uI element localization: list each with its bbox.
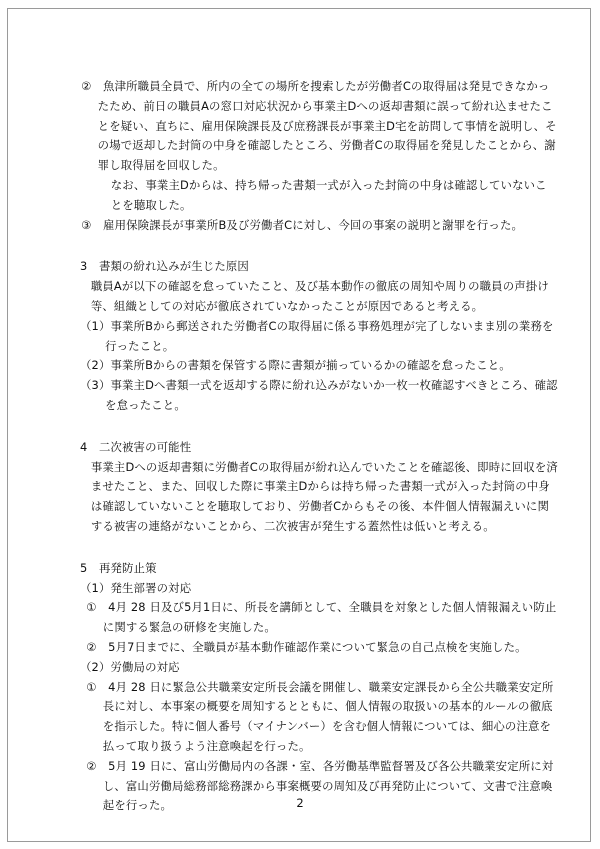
- section-5-sub-2-item-2: ② 5月 19 日に、富山労働局内の各課・室、各労働基準監督署及び各公共職業安定所に対し、富山労働局総務部総務課から事案概要の周知及び再発防止について、文書で注意喚起を行った。: [86, 758, 554, 813]
- spacer: [80, 235, 558, 257]
- section-3-item-3: （3）事業主Dへ書類一式を返却する際に紛れ込みがないか一枚一枚確認すべきところ、確認を怠ったこと。: [80, 378, 558, 412]
- section-5-sub-1-item-2: ② 5月7日までに、全職員が基本動作確認作業について緊急の自己点検を実施した。: [86, 639, 527, 654]
- section-5-sub-1-title: （1）発生部署の対応: [80, 580, 192, 595]
- section-4-title: 4 二次被害の可能性: [80, 439, 192, 454]
- document-body: [80, 77, 558, 816]
- document-page: [7, 8, 591, 842]
- spacer: [80, 537, 558, 559]
- section-3-body: 職員Aが以下の確認を怠っていたこと、及び基本動作の徹底の周知や周りの職員の声掛け等、組織としての対応が徹底されていなかったことが原因であると考える。: [90, 279, 549, 313]
- intro-item-2: ② 魚津所職員全員で、所内の全ての場所を捜索したが労働者Cの取得届は発見できなかったため、前日の職員Aの窓口対応状況から事業主Dへの返却書類に誤って紛れ込ませたことを疑い、直ちに、雇用保険課長及び庶務課長が事業主D宅を訪問して事情を説明し、その場で返却した封筒の中身を確認したところ、労働者Cの取得届を発見したことから、謝罪し取得届を回収した。: [81, 79, 557, 173]
- spacer: [80, 416, 558, 438]
- section-3-title: 3 書類の紛れ込みが生じた原因: [80, 259, 249, 274]
- intro-item-2-note: なお、事業主Dからは、持ち帰った書類一式が入った封筒の中身は確認していないことを聴取した。: [110, 177, 547, 212]
- section-3-item-1: （1）事業所Bから郵送された労働者Cの取得届に係る事務処理が完了しないまま別の業務を行ったこと。: [80, 318, 554, 353]
- section-3-item-2: （2）事業所Bからの書類を保管する際に書類が揃っているかの確認を怠ったこと。: [80, 358, 511, 373]
- intro-item-3: ③ 雇用保険課長が事業所B及び労働者Cに対し、今回の事案の説明と謝罪を行った。: [81, 217, 524, 232]
- section-5-sub-1-item-1: ① 4月 28 日及び5月1日に、所長を講師として、全職員を対象とした個人情報漏えい防止に関する緊急の研修を実施した。: [86, 600, 557, 635]
- section-5-title: 5 再発防止策: [80, 560, 157, 575]
- section-5-sub-2-item-1: ① 4月 28 日に緊急公共職業安定所長会議を開催し、職業安定課長から全公共職業安定所長に対し、本事案の概要を周知するとともに、個人情報の取扱いの基本的ルールの徹底を指示した。特に個人番号（マイナンバー）を含む個人情報については、細心の注意を払って取り扱うよう注意喚起を行った。: [86, 679, 554, 753]
- section-5-sub-2-title: （2）労働局の対応: [80, 659, 180, 674]
- page-number: 2: [296, 796, 304, 810]
- section-4-body: 事業主Dへの返却書類に労働者Cの取得届が紛れ込んでいたことを確認後、即時に回収を済ませたこと、また、回収した際に事業主Dからは持ち帰った書類一式が入った封筒の中身は確認していないことを聴取しており、労働者Cからもその後、本件個人情報漏えいに関する被害の連絡がないことから、二次被害が発生する蓋然性は低いと考える。: [90, 459, 558, 533]
